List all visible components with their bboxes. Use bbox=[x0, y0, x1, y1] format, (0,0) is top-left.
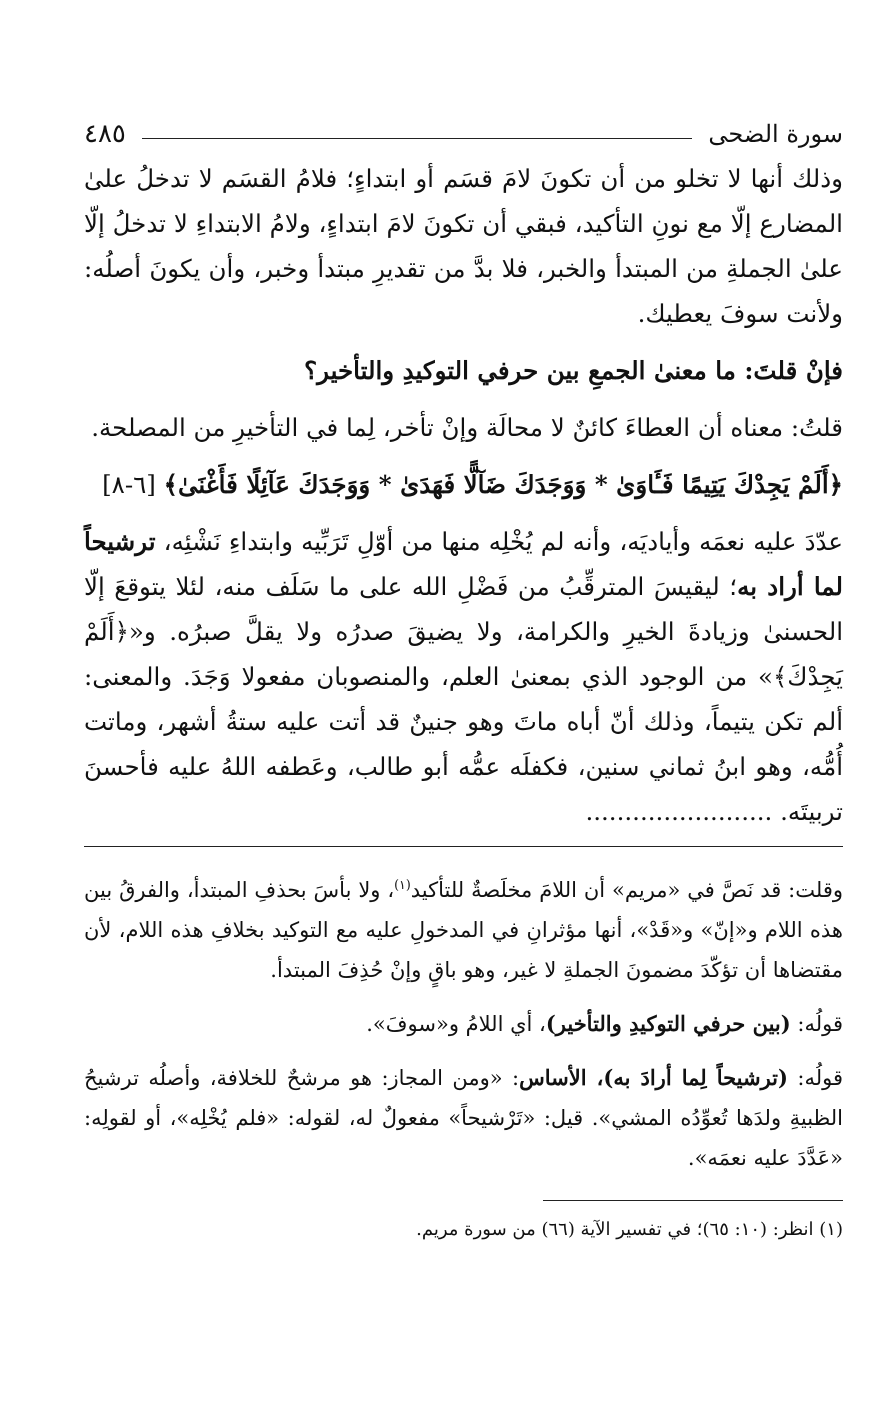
footnote: (١) انظر: (١٠: ٦٥)؛ في تفسير الآية (٦٦) من سورة مريم. bbox=[416, 1219, 843, 1240]
commentary-1-part2: ، ولا بأسَ بحذفِ المبتدأ، والفرقُ بين هذه اللام و«إنّ» و«قَدْ»، أنها مؤثرانِ في المدخولِ عليه مع التوكيد بخلافِ هذه اللام، لأن مقتضاها أن تؤكّدَ مضمونَ الجملةِ لا غير، وهو باقٍ وإنْ حُذِفَ المبتدأ. bbox=[84, 878, 843, 982]
main-paragraph-4-bold: ترشيحاً لما أراد به bbox=[84, 527, 843, 601]
answer-paragraph: قلتُ: معناه أن العطاءَ كائنٌ لا محالَة وإنْ تأخر، لِما في التأخيرِ من المصلحة. bbox=[91, 413, 843, 442]
commentary-3-part1: قولُه: bbox=[787, 1066, 843, 1090]
commentary-paragraph-1 bbox=[84, 865, 843, 990]
verse-text: ﴿أَلَمْ يَجِدْكَ يَتِيمًا فَـَٔاوَىٰ * وَوَجَدَكَ ضَآلًّا فَهَدَىٰ * وَوَجَدَكَ عَآئِلًا فَأَغْنَىٰ﴾ bbox=[163, 470, 843, 499]
main-paragraph-1: وذلك أنها لا تخلو من أن تكونَ لامَ قسَم أو ابتداءٍ؛ فلامُ القسَم لا تدخلُ علىٰ المضارع إلّا مع نونِ التأكيد، فبقي أن تكونَ لامَ ابتداءٍ، ولامُ الابتداءِ لا تدخلُ إلّا علىٰ الجملةِ من المبتدأ والخبر، فلا بدَّ من تقديرِ مبتدأ وخبر، وأن يكونَ أصلُه: ولأنت سوفَ يعطيك. bbox=[84, 164, 843, 328]
commentary-paragraph-3 bbox=[84, 1058, 843, 1178]
verse-reference: [٦-٨] bbox=[102, 470, 156, 499]
running-header bbox=[84, 112, 843, 156]
commentary-3-bold: (ترشيحاً لِما أرادَ به)، الأساس bbox=[519, 1065, 788, 1090]
header-rule bbox=[142, 138, 693, 139]
commentary-3-part2: : «ومن المجاز: هو مرشحٌ للخلافة، وأصلُه ترشيحُ الظبيةِ ولدَها تُعوِّدُه المشي». قيل: «تَرْشيحاً» مفعولٌ له، لقوله: «فلم يُخْلِه»، أو لقولِه: «عَدَّدَ عليه نعمَه». bbox=[84, 1066, 843, 1170]
commentary-2-part1: قولُه: bbox=[790, 1012, 843, 1036]
main-paragraph-4 bbox=[84, 519, 843, 834]
commentary-paragraph-2 bbox=[84, 1004, 843, 1044]
page bbox=[84, 112, 843, 1245]
footnote-marker[interactable]: (١) bbox=[394, 877, 411, 892]
page-number: ٤٨٥ bbox=[84, 119, 126, 149]
commentary bbox=[84, 865, 843, 1178]
quran-verse bbox=[84, 462, 843, 507]
surah-name: سورة الضحى bbox=[708, 120, 843, 148]
commentary-1-part1: وقلت: قد نَصَّ في «مريم» أن اللامَ مخلَصةٌ للتأكيد bbox=[410, 878, 844, 902]
main-paragraph-4-part1: عدّدَ عليه نعمَه وأياديَه، وأنه لم يُخْلِه منها من أوّلِ تَرَبِّيه وابتداءِ نَشْئِه، bbox=[163, 527, 843, 556]
main-paragraph-4-part2: ؛ ليقيسَ المترقِّبُ من فَضْلِ الله على ما سَلَف منه، لئلا يتوقعَ إلّا الحسنىٰ وزيادةَ الخيرِ والكرامة، ولا يضيقَ صدرُه ولا يقلَّ صبرُه. و«﴿أَلَمْ يَجِدْكَ﴾» من الوجود الذي بمعنىٰ العلم، والمنصوبان مفعولا وَجَدَ. والمعنى: ألم تكن يتيماً، وذلك أنّ أباه ماتَ وهو جنينٌ قد أتت عليه ستةُ أشهر، وماتت أُمُّه، وهو ابنُ ثماني سنين، فكفلَه عمُّه أبو طالب، وعَطفه اللهُ عليه فأحسنَ تربيتَه. ........................ bbox=[84, 572, 843, 826]
footnote-rule bbox=[543, 1200, 843, 1201]
question-paragraph: فإنْ قلتَ: ما معنىٰ الجمعِ بين حرفي التوكيدِ والتأخير؟ bbox=[304, 356, 843, 385]
section-divider bbox=[84, 846, 843, 847]
commentary-2-part2: ، أي اللامُ و«سوفَ». bbox=[366, 1012, 546, 1036]
commentary-2-bold: (بين حرفي التوكيدِ والتأخير) bbox=[545, 1011, 791, 1036]
main-text bbox=[84, 156, 843, 834]
